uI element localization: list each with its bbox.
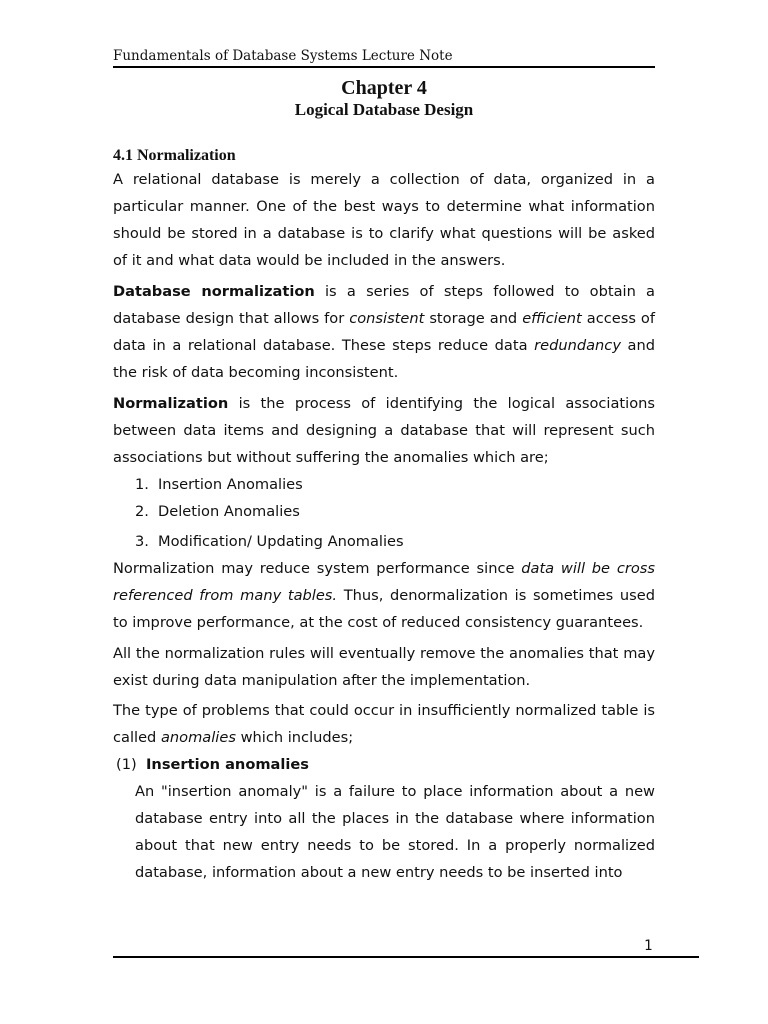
header-text: Fundamentals of Database Systems Lecture Note <box>113 48 453 64</box>
emphasis-redundancy: redundancy <box>534 337 621 354</box>
section-heading: 4.1 Normalization <box>113 147 236 164</box>
paragraph-rules: All the normalization rules will eventually remove the anomalies that may exist during data manipulation after the implementation. <box>113 645 655 689</box>
page-number: 1 <box>644 938 653 954</box>
paragraph-db-normalization: Database normalization is a series of steps followed to obtain a database design that allows for consistent storage and efficient access of data in a relational database. These steps reduce data redundancy and the risk of data becoming inconsistent. <box>113 283 655 381</box>
list-item <box>135 471 655 498</box>
chapter-title: Chapter 4 <box>341 77 427 99</box>
list-number: 1. <box>135 476 149 493</box>
emphasis-consistent: consistent <box>349 310 425 327</box>
subsection-heading <box>116 751 655 778</box>
subsection-number: (1) <box>116 756 137 773</box>
list-number: 3. <box>135 533 149 550</box>
list-label: Modification/ Updating Anomalies <box>158 533 404 550</box>
paragraph-anomalies-intro: The type of problems that could occur in insufficiently normalized table is called anomalies which includes; <box>113 702 655 746</box>
section-body <box>113 146 655 886</box>
footer-divider <box>113 956 699 958</box>
term-database-normalization: Database normalization <box>113 283 315 300</box>
paragraph-intro: A relational database is merely a collection of data, organized in a particular manner. One of the best ways to determine what information should be stored in a database is to clarify what questions will be asked of it and what data would be included in the answers. <box>113 171 655 269</box>
paragraph-normalization-definition: Normalization is the process of identifying the logical associations between data items and designing a database that will represent such associations but without suffering the anomalies which are; <box>113 395 655 466</box>
paragraph-insertion-anomaly: An "insertion anomaly" is a failure to place information about a new database entry into all the places in the database where information about that new entry needs to be stored. In a properly normalized database, information about a new entry needs to be inserted into <box>135 783 655 881</box>
anomaly-list <box>113 471 655 555</box>
subsection-title: Insertion anomalies <box>146 756 309 773</box>
list-label: Deletion Anomalies <box>158 503 300 520</box>
list-item <box>135 498 655 525</box>
term-normalization: Normalization <box>113 395 229 412</box>
paragraph-performance: Normalization may reduce system performance since data will be cross referenced from many tables. Thus, denormalization is sometimes used to improve performance, at the cost of reduced consistency guarantees. <box>113 560 655 631</box>
list-item <box>135 528 655 555</box>
emphasis-anomalies: anomalies <box>160 729 236 746</box>
emphasis-efficient: efficient <box>522 310 582 327</box>
emphasis-cross-referenced: data will be cross referenced from many tables. <box>113 560 655 604</box>
list-number: 2. <box>135 503 149 520</box>
list-label: Insertion Anomalies <box>158 476 303 493</box>
running-header <box>113 48 655 68</box>
chapter-subtitle: Logical Database Design <box>294 100 474 119</box>
